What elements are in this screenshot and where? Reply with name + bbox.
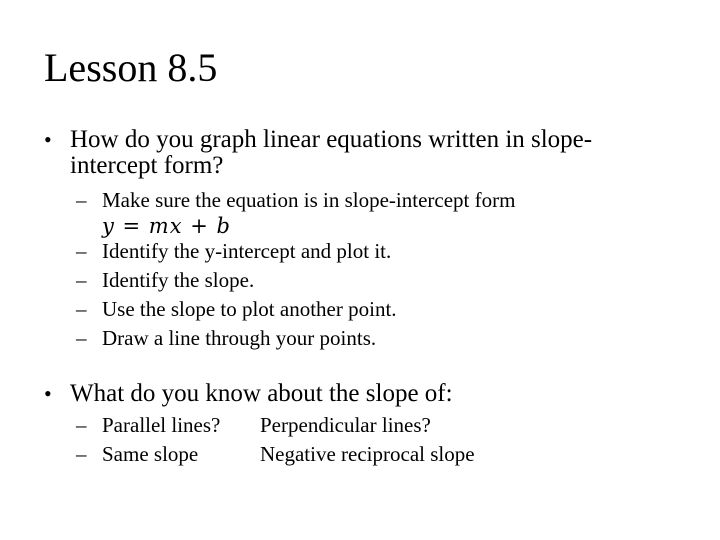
- question-line-2: intercept form?: [70, 152, 224, 179]
- step-text: Identify the slope.: [102, 268, 255, 292]
- slope-row: [44, 440, 684, 469]
- step-text: Identify the y-intercept and plot it.: [102, 239, 392, 263]
- step-text: Make sure the equation is in slope-intercept form: [102, 188, 516, 212]
- slope-row-right: Perpendicular lines?: [260, 413, 431, 437]
- dash-icon: –: [76, 268, 87, 292]
- dash-icon: –: [76, 326, 87, 350]
- step-text: Draw a line through your points.: [102, 326, 377, 350]
- bullet-question-slope: [44, 381, 684, 407]
- slope-row: [44, 411, 684, 440]
- equation: y = mx + b: [102, 214, 231, 238]
- step-text: Use the slope to plot another point.: [102, 297, 397, 321]
- step-item: [44, 237, 684, 266]
- dash-icon: –: [76, 188, 87, 212]
- slide-title: Lesson 8.5: [44, 45, 218, 90]
- step-item: [44, 186, 684, 215]
- dash-icon: –: [76, 442, 87, 466]
- section-slope: [44, 381, 684, 469]
- slope-row-left: Parallel lines?: [102, 413, 221, 437]
- bullet-question-graphing: [44, 127, 684, 179]
- dash-icon: –: [76, 413, 87, 437]
- step-item: [44, 266, 684, 295]
- slope-row-left: Same slope: [102, 442, 199, 466]
- slope-row-right: Negative reciprocal slope: [260, 442, 475, 466]
- bullet-icon: •: [44, 127, 52, 152]
- section-graphing: [44, 127, 684, 353]
- question-line: What do you know about the slope of:: [70, 380, 453, 407]
- step-item: [44, 295, 684, 324]
- question-line-1: How do you graph linear equations written in slope-: [70, 126, 593, 153]
- dash-icon: –: [76, 239, 87, 263]
- dash-icon: –: [76, 297, 87, 321]
- bullet-icon: •: [44, 381, 52, 406]
- step-item: [44, 324, 684, 353]
